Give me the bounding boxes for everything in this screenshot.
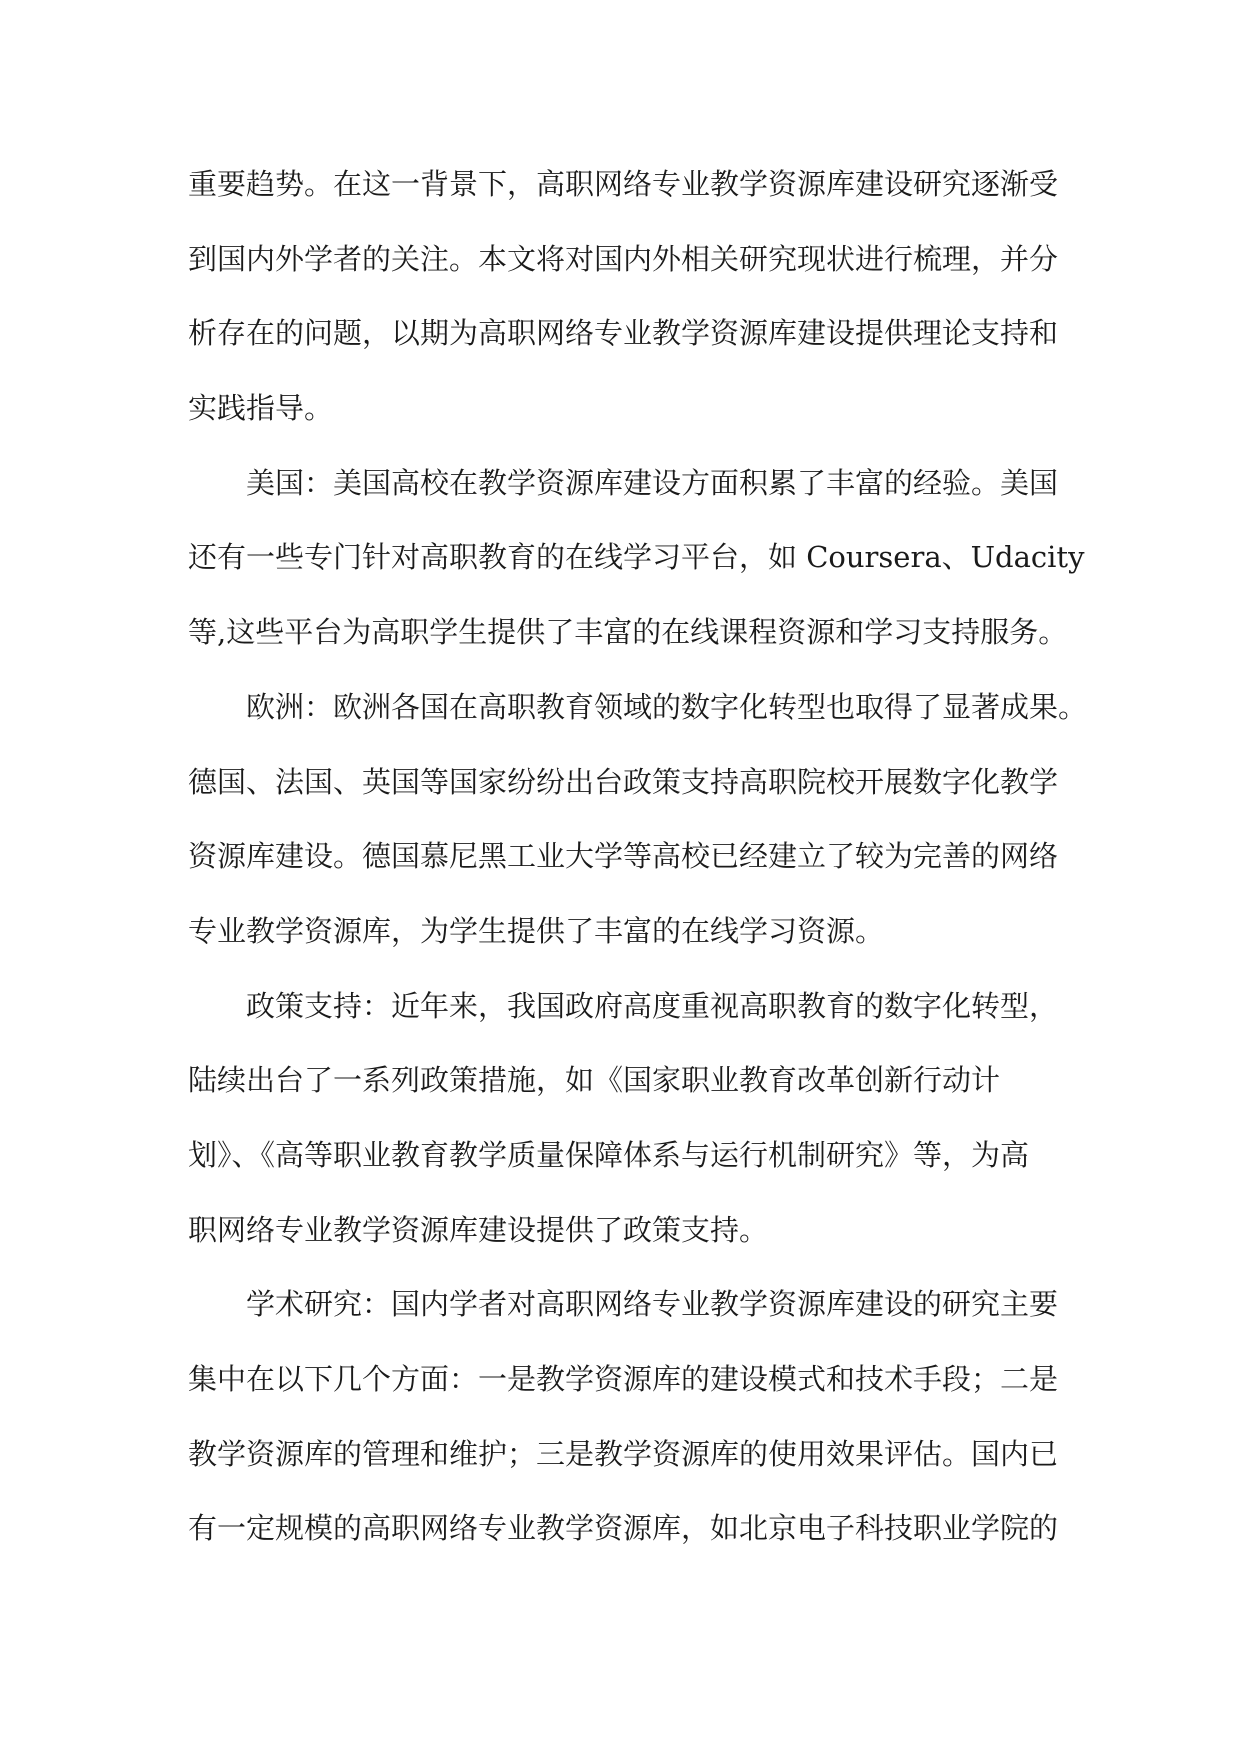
text-line-12: 政策支持：近年来，我国政府高度重视高职教育的数字化转型，: [246, 988, 1059, 1023]
text-line-1: 重要趋势。在这一背景下，高职网络专业教学资源库建设研究逐渐受: [188, 167, 1059, 201]
text-line-6: 还有一些专门针对高职教育的在线学习平台，如 Coursera、Udacity: [188, 540, 1085, 575]
text-line-15: 职网络专业教学资源库建设提供了政策支持。: [188, 1212, 769, 1247]
text-line-18: 教学资源库的管理和维护；三是教学资源库的使用效果评估。国内已: [188, 1436, 1059, 1471]
text-line-16: 学术研究：国内学者对高职网络专业教学资源库建设的研究主要: [246, 1287, 1059, 1322]
body-text: [188, 147, 1088, 1566]
text-line-10: 资源库建设。德国慕尼黑工业大学等高校已经建立了较为完善的网络: [188, 839, 1059, 874]
text-line-8: 欧洲：欧洲各国在高职教育领域的数字化转型也取得了显著成果。: [246, 689, 1088, 724]
text-line-11: 专业教学资源库，为学生提供了丰富的在线学习资源。: [188, 913, 885, 948]
text-line-17: 集中在以下几个方面：一是教学资源库的建设模式和技术手段；二是: [188, 1362, 1059, 1396]
text-line-14: 划》、《高等职业教育教学质量保障体系与运行机制研究》等，为高: [188, 1137, 1030, 1172]
text-line-3: 析存在的问题，以期为高职网络专业教学资源库建设提供理论支持和: [188, 316, 1059, 351]
text-line-7: 等,这些平台为高职学生提供了丰富的在线课程资源和学习支持服务。: [188, 615, 1068, 650]
text-line-4: 实践指导。: [188, 391, 334, 426]
text-line-9: 德国、法国、英国等国家纷纷出台政策支持高职院校开展数字化教学: [188, 764, 1059, 799]
text-line-19: 有一定规模的高职网络专业教学资源库，如北京电子科技职业学院的: [188, 1511, 1059, 1546]
text-line-13: 陆续出台了一系列政策措施，如《国家职业教育改革创新行动计: [188, 1063, 1001, 1098]
text-line-2: 到国内外学者的关注。本文将对国内外相关研究现状进行梳理，并分: [188, 241, 1059, 276]
text-line-5: 美国：美国高校在教学资源库建设方面积累了丰富的经验。美国: [246, 465, 1059, 500]
